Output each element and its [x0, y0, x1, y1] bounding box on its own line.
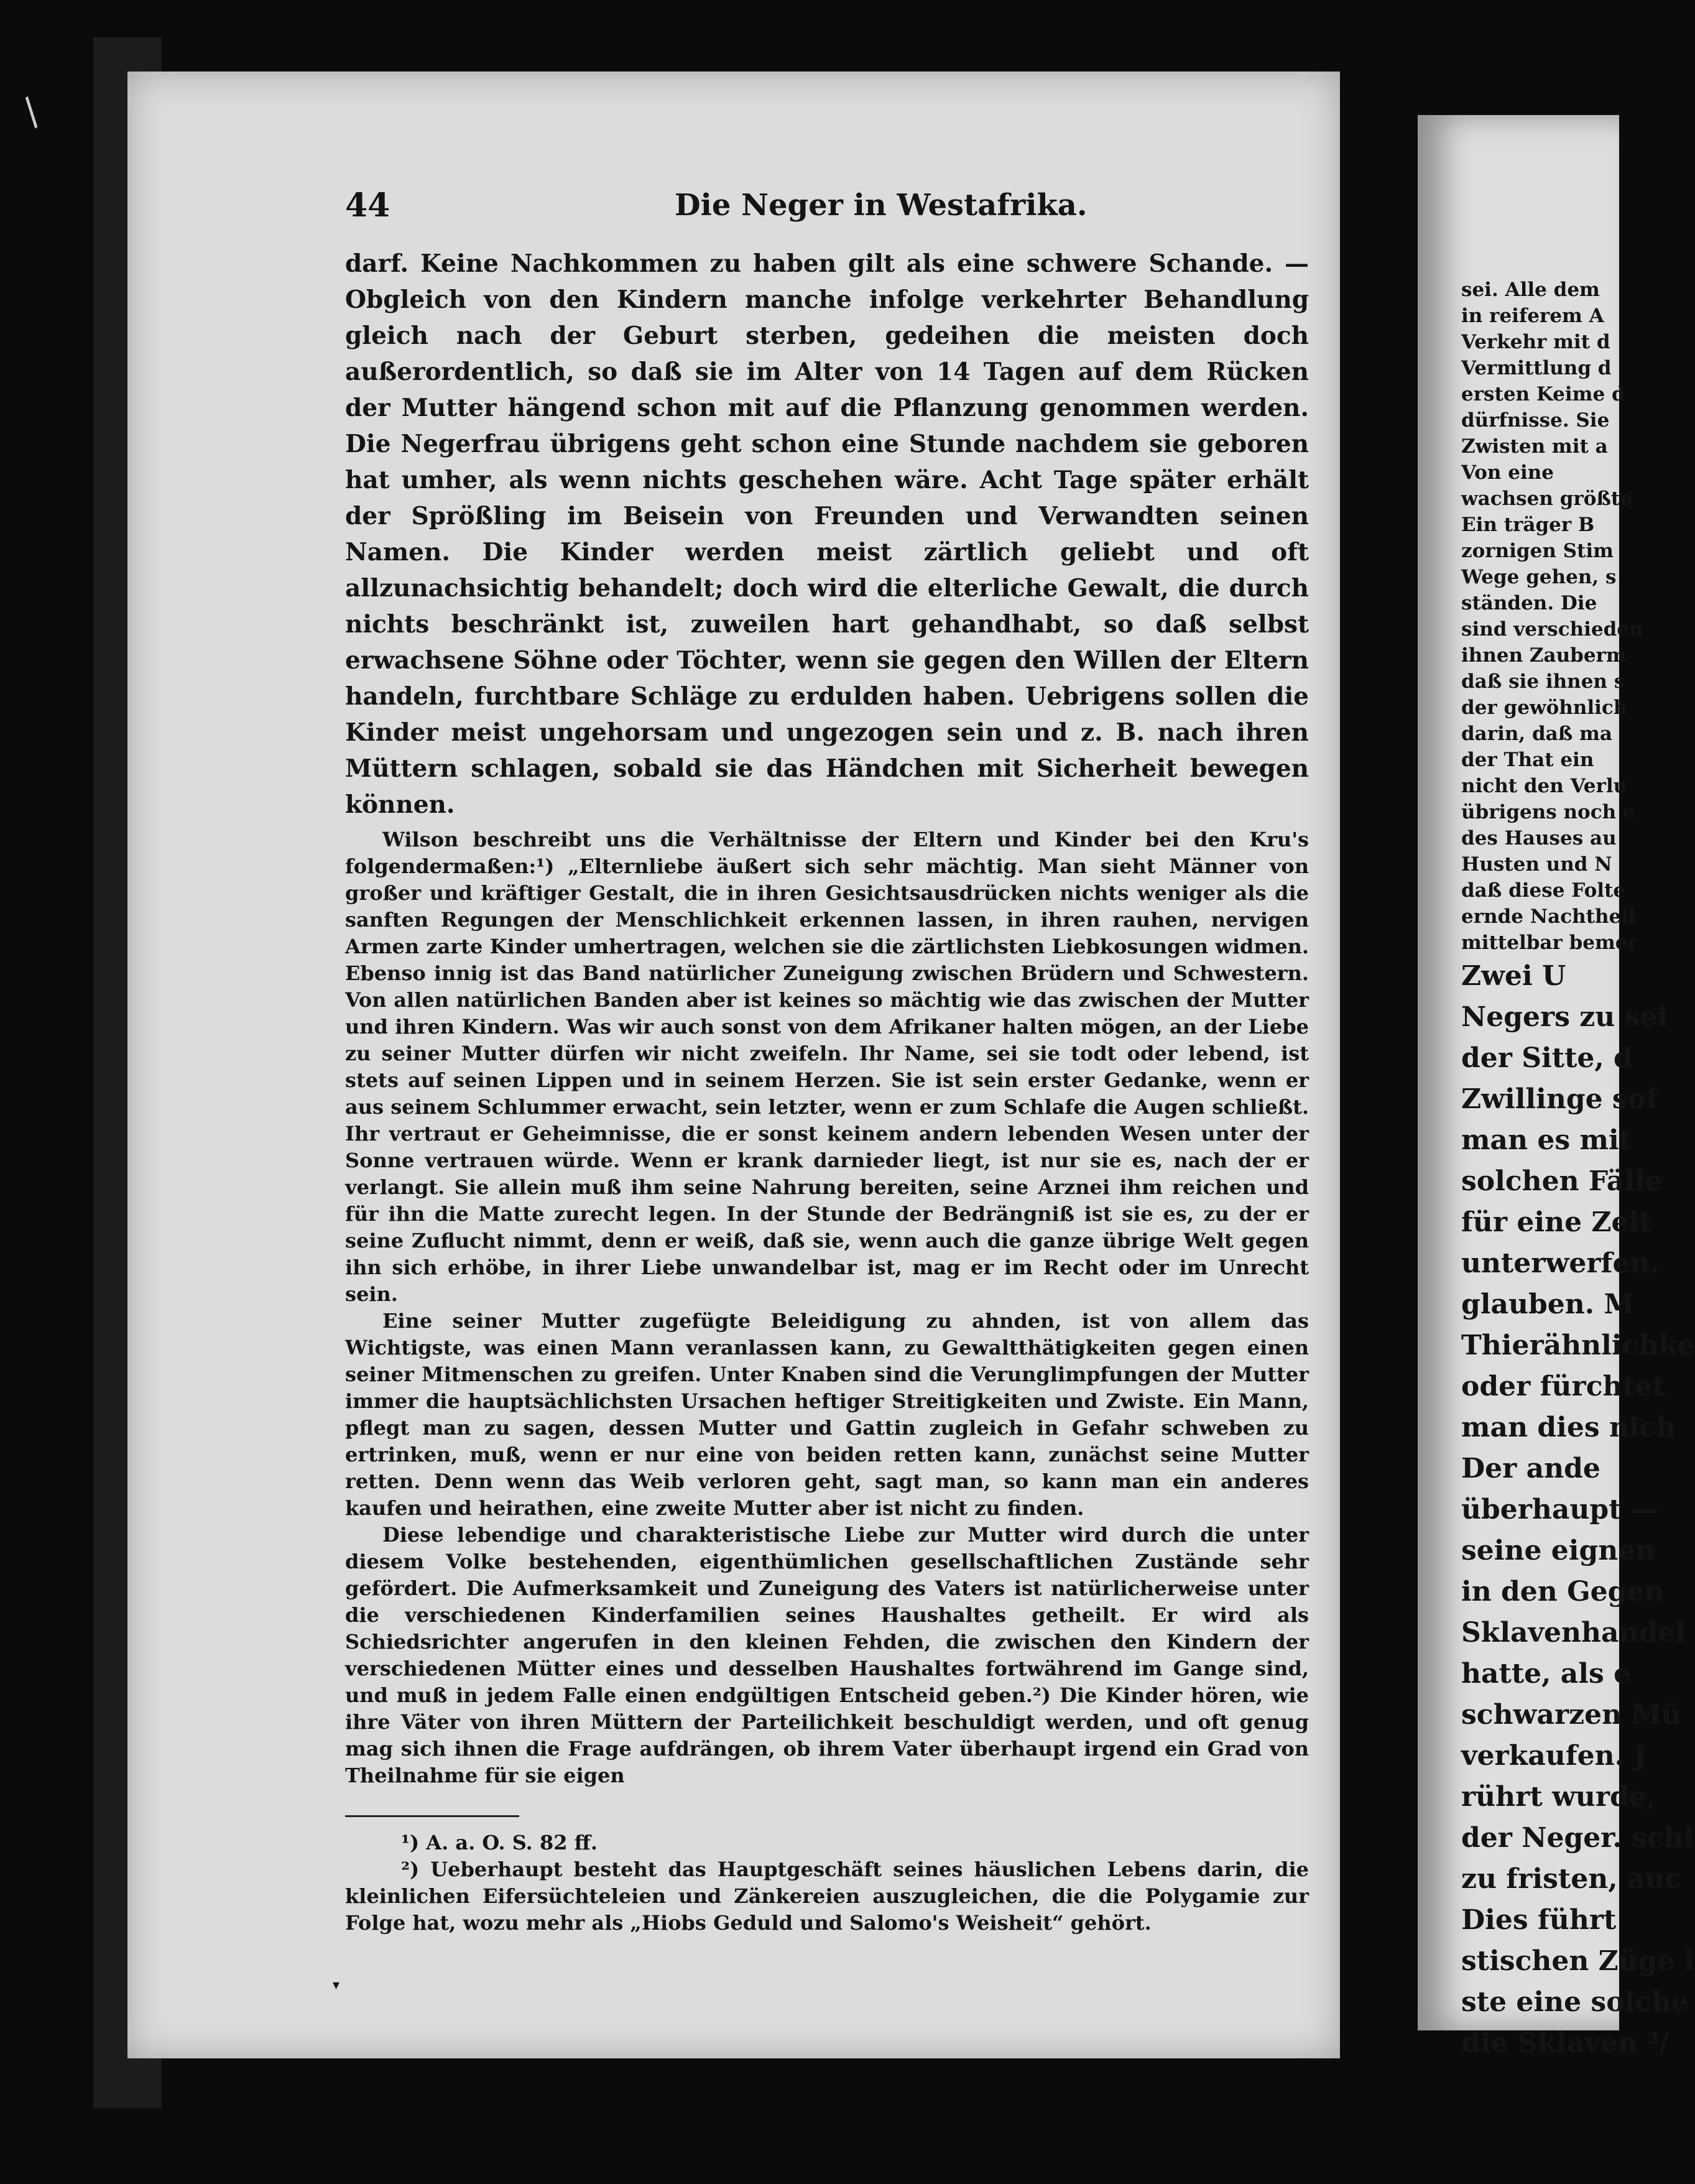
right-page-line: nicht den Verlu — [1461, 775, 1628, 797]
right-page-line: zu fristen, auc — [1461, 1863, 1682, 1895]
right-page-line: der That ein — [1461, 749, 1594, 771]
right-page-line: Vermittlung d — [1461, 357, 1612, 379]
main-paragraph: darf. Keine Nachkommen zu haben gilt als eine schwere Schande. — Obgleich von den Kindern manche infolge verkehrter Behandlung gleich nach der Geburt sterben, gedeihen die meisten doch außerordentlich, so daß sie im Alter von 14 Tagen auf dem Rücken der Mutter hängend schon mit auf die Pflanzung genommen werden. Die Negerfrau übrigens geht schon eine Stunde nachdem sie geboren hat umher, als wenn nichts geschehen wäre. Acht Tage später erhält der Sprößling im Beisein von Freunden und Verwandten seinen Namen. Die Kinder werden meist zärtlich geliebt und oft allzunachsichtig behandelt; doch wird die elterliche Gewalt, die durch nichts beschränkt ist, zuweilen hart gehandhabt, so daß selbst erwachsene Söhne oder Töchter, wenn sie gegen den Willen der Eltern handeln, furchtbare Schläge zu erdulden haben. Uebrigens sollen die Kinder meist ungehorsam und ungezogen sein und z. B. nach ihren Müttern schlagen, sobald sie das Händchen mit Sicherheit bewegen können. — [345, 249, 1309, 819]
right-page-line: in den Gegen — [1461, 1576, 1665, 1608]
right-page-line: man es mit — [1461, 1124, 1632, 1156]
right-page-line: schwarzen Mü — [1461, 1699, 1682, 1731]
right-page-line: dürfnisse. Sie — [1461, 409, 1610, 432]
right-page-line: wachsen größte — [1461, 488, 1632, 510]
right-page-line: glauben. M — [1461, 1289, 1635, 1320]
running-head — [345, 187, 1309, 246]
right-page-line: Wege gehen, s — [1461, 566, 1617, 588]
right-page-line: unterwerfen. — [1461, 1247, 1660, 1279]
right-page-line: Zwei U — [1461, 960, 1566, 992]
stray-ink-mark: ▾ — [333, 1978, 340, 1993]
right-page-line: Thierähnlichke — [1461, 1330, 1695, 1361]
right-page-line: darin, daß ma — [1461, 723, 1612, 745]
right-page-line: der Neger. schl — [1461, 1822, 1694, 1854]
right-page-line: Zwillinge sof — [1461, 1083, 1658, 1115]
right-page-line: rührt wurde, — [1461, 1781, 1656, 1813]
left-page — [127, 72, 1340, 2058]
right-page-line: Von eine — [1461, 461, 1554, 484]
right-page-line: seine eignen — [1461, 1535, 1656, 1566]
right-page-line: Sklavenhandel — [1461, 1617, 1686, 1649]
right-page-text — [1461, 277, 1695, 2064]
right-page-line: Dies führt — [1461, 1904, 1617, 1936]
right-page-line: für eine Zeit — [1461, 1206, 1652, 1238]
right-page-line: daß diese Folte — [1461, 879, 1626, 902]
right-page-line: des Hauses au — [1461, 827, 1617, 849]
right-page-line: man dies nich — [1461, 1412, 1676, 1443]
right-page-line: oder fürchtet — [1461, 1371, 1666, 1402]
scan-mark: / — [13, 90, 49, 134]
right-page-line: der gewöhnlich — [1461, 696, 1628, 719]
right-page-line: ste eine solche — [1461, 1986, 1689, 2018]
right-page-line: Husten und N — [1461, 853, 1612, 876]
right-page-line: Negers zu sei — [1461, 1001, 1668, 1033]
right-page-line: sind verschieden — [1461, 618, 1643, 641]
right-page-line: der Sitte, d — [1461, 1042, 1633, 1074]
right-page-line: Ein träger B — [1461, 514, 1595, 536]
footnote-2: ²) Ueberhaupt besteht das Hauptgeschäft seines häuslichen Lebens darin, die kleinlichen Eifersüchteleien und Zänkereien auszugleichen, die die Polygamie zur Folge hat, wozu mehr als „Hiobs Geduld und Salomo's Weisheit“ gehört. — [345, 1858, 1309, 1935]
right-page-line: ersten Keime d — [1461, 383, 1625, 405]
right-page-line: Zwisten mit a — [1461, 435, 1608, 458]
right-page-line: ernde Nachtheil — [1461, 905, 1636, 928]
right-page-line: daß sie ihnen s — [1461, 670, 1625, 693]
running-title: Die Neger in Westafrika. — [675, 188, 1088, 223]
right-page-line: verkaufen. J — [1461, 1740, 1647, 1772]
right-page-line: stischen Züge i — [1461, 1945, 1695, 1977]
quote-paragraph-2: Eine seiner Mutter zugefügte Beleidigung zu ahnden, ist von allem das Wichtigste, was einen Mann veranlassen kann, zu Gewaltthätigkeiten gegen einen seiner Mitmenschen zu greifen. Unter Knaben sind die Verunglimpfungen der Mutter immer die hauptsächlichsten Ursachen heftiger Streitigkeiten und Zwiste. Ein Mann, pflegt man zu sagen, dessen Mutter und Gattin zugleich in Gefahr schweben zu ertrinken, muß, wenn er nur eine von beiden retten kann, zunächst seine Mutter retten. Denn wenn das Weib verloren geht, sagt man, so kann man ein anderes kaufen und heirathen, eine zweite Mutter aber ist nicht zu finden. — [345, 1309, 1309, 1520]
right-page-line: ständen. Die — [1461, 592, 1597, 614]
right-page-line: sei. Alle dem — [1461, 279, 1600, 301]
right-page-line: solchen Fälle — [1461, 1165, 1663, 1197]
right-page-line: überhaupt — — [1461, 1494, 1658, 1525]
right-page-line: übrigens noch e — [1461, 801, 1635, 823]
right-page-line: die Sklaven ³/ — [1461, 2027, 1670, 2059]
right-page-line: Verkehr mit d — [1461, 331, 1610, 353]
right-page-line: ihnen Zauberm — [1461, 644, 1627, 667]
right-page-line: Der ande — [1461, 1453, 1600, 1484]
right-page-line: in reiferem A — [1461, 305, 1604, 327]
right-page-line: mittelbar bemer — [1461, 932, 1638, 954]
right-page-line: hatte, als e — [1461, 1658, 1632, 1690]
quote-paragraph-1: Wilson beschreibt uns die Verhältnisse der Eltern und Kinder bei den Kru's folgendermaßen:¹) „Elternliebe äußert sich sehr mächtig. Man sieht Männer von großer und kräftiger Gestalt, die in ihren Gesichtsausdrücken nichts weniger als die sanften Regungen der Menschlichkeit erkennen lassen, in ihren rauhen, nervigen Armen zarte Kinder umhertragen, welchen sie die zärtlichsten Liebkosungen widmen. Ebenso innig ist das Band natürlicher Zuneigung zwischen Brüdern und Schwestern. Von allen natürlichen Banden aber ist keines so mächtig wie das zwischen der Mutter und ihren Kindern. Was wir auch sonst von dem Afrikaner halten mögen, an der Liebe zu seiner Mutter dürfen wir nicht zweifeln. Ihr Name, sei sie todt oder lebend, ist stets auf seinen Lippen und in seinem Herzen. Sie ist sein erster Gedanke, wenn er aus seinem Schlummer erwacht, sein letzter, wenn er zum Schlafe die Augen schließt. Ihr vertraut er Geheimnisse, die er sonst keinem andern lebenden Wesen unter der Sonne vertrauen würde. Wenn er krank darnieder liegt, ist nur sie es, nach der er verlangt. Sie allein muß ihm seine Nahrung bereiten, seine Arznei ihm reichen und für ihn die Matte zurecht legen. In der Stunde der Bedrängniß ist sie es, zu der er seine Zuflucht nimmt, denn er weiß, daß sie, wenn auch die ganze übrige Welt gegen ihn sich erhöbe, in ihrer Liebe unwandelbar ist, mag er im Recht oder im Unrecht sein. — [345, 828, 1309, 1306]
quote-paragraph-3: Diese lebendige und charakteristische Liebe zur Mutter wird durch die unter diesem Volke bestehenden, eigenthümlichen gesellschaftlichen Zustände sehr gefördert. Die Aufmerksamkeit und Zuneigung des Vaters ist natürlicherweise unter die verschiedenen Kinderfamilien seines Haushaltes getheilt. Er wird als Schiedsrichter angerufen in den kleinen Fehden, die zwischen den Kindern der verschiedenen Mütter eines und desselben Haushaltes fortwährend im Gange sind, und muß in jedem Falle einen endgültigen Entscheid geben.²) Die Kinder hören, wie ihre Väter von ihren Müttern der Parteilichkeit beschuldigt werden, und oft genug mag sich ihnen die Frage aufdrängen, ob ihrem Vater überhaupt irgend ein Grad von Theilnahme für sie eigen — [345, 1523, 1309, 1787]
page-number: 44 — [345, 187, 390, 224]
footnote-divider — [345, 1815, 519, 1817]
footnote-1: ¹) A. a. O. S. 82 ff. — [401, 1831, 598, 1854]
right-page-fragment — [1418, 115, 1695, 2059]
page-content — [345, 187, 1309, 1936]
right-page-line: zornigen Stim — [1461, 540, 1614, 562]
body-text — [345, 246, 1309, 1789]
